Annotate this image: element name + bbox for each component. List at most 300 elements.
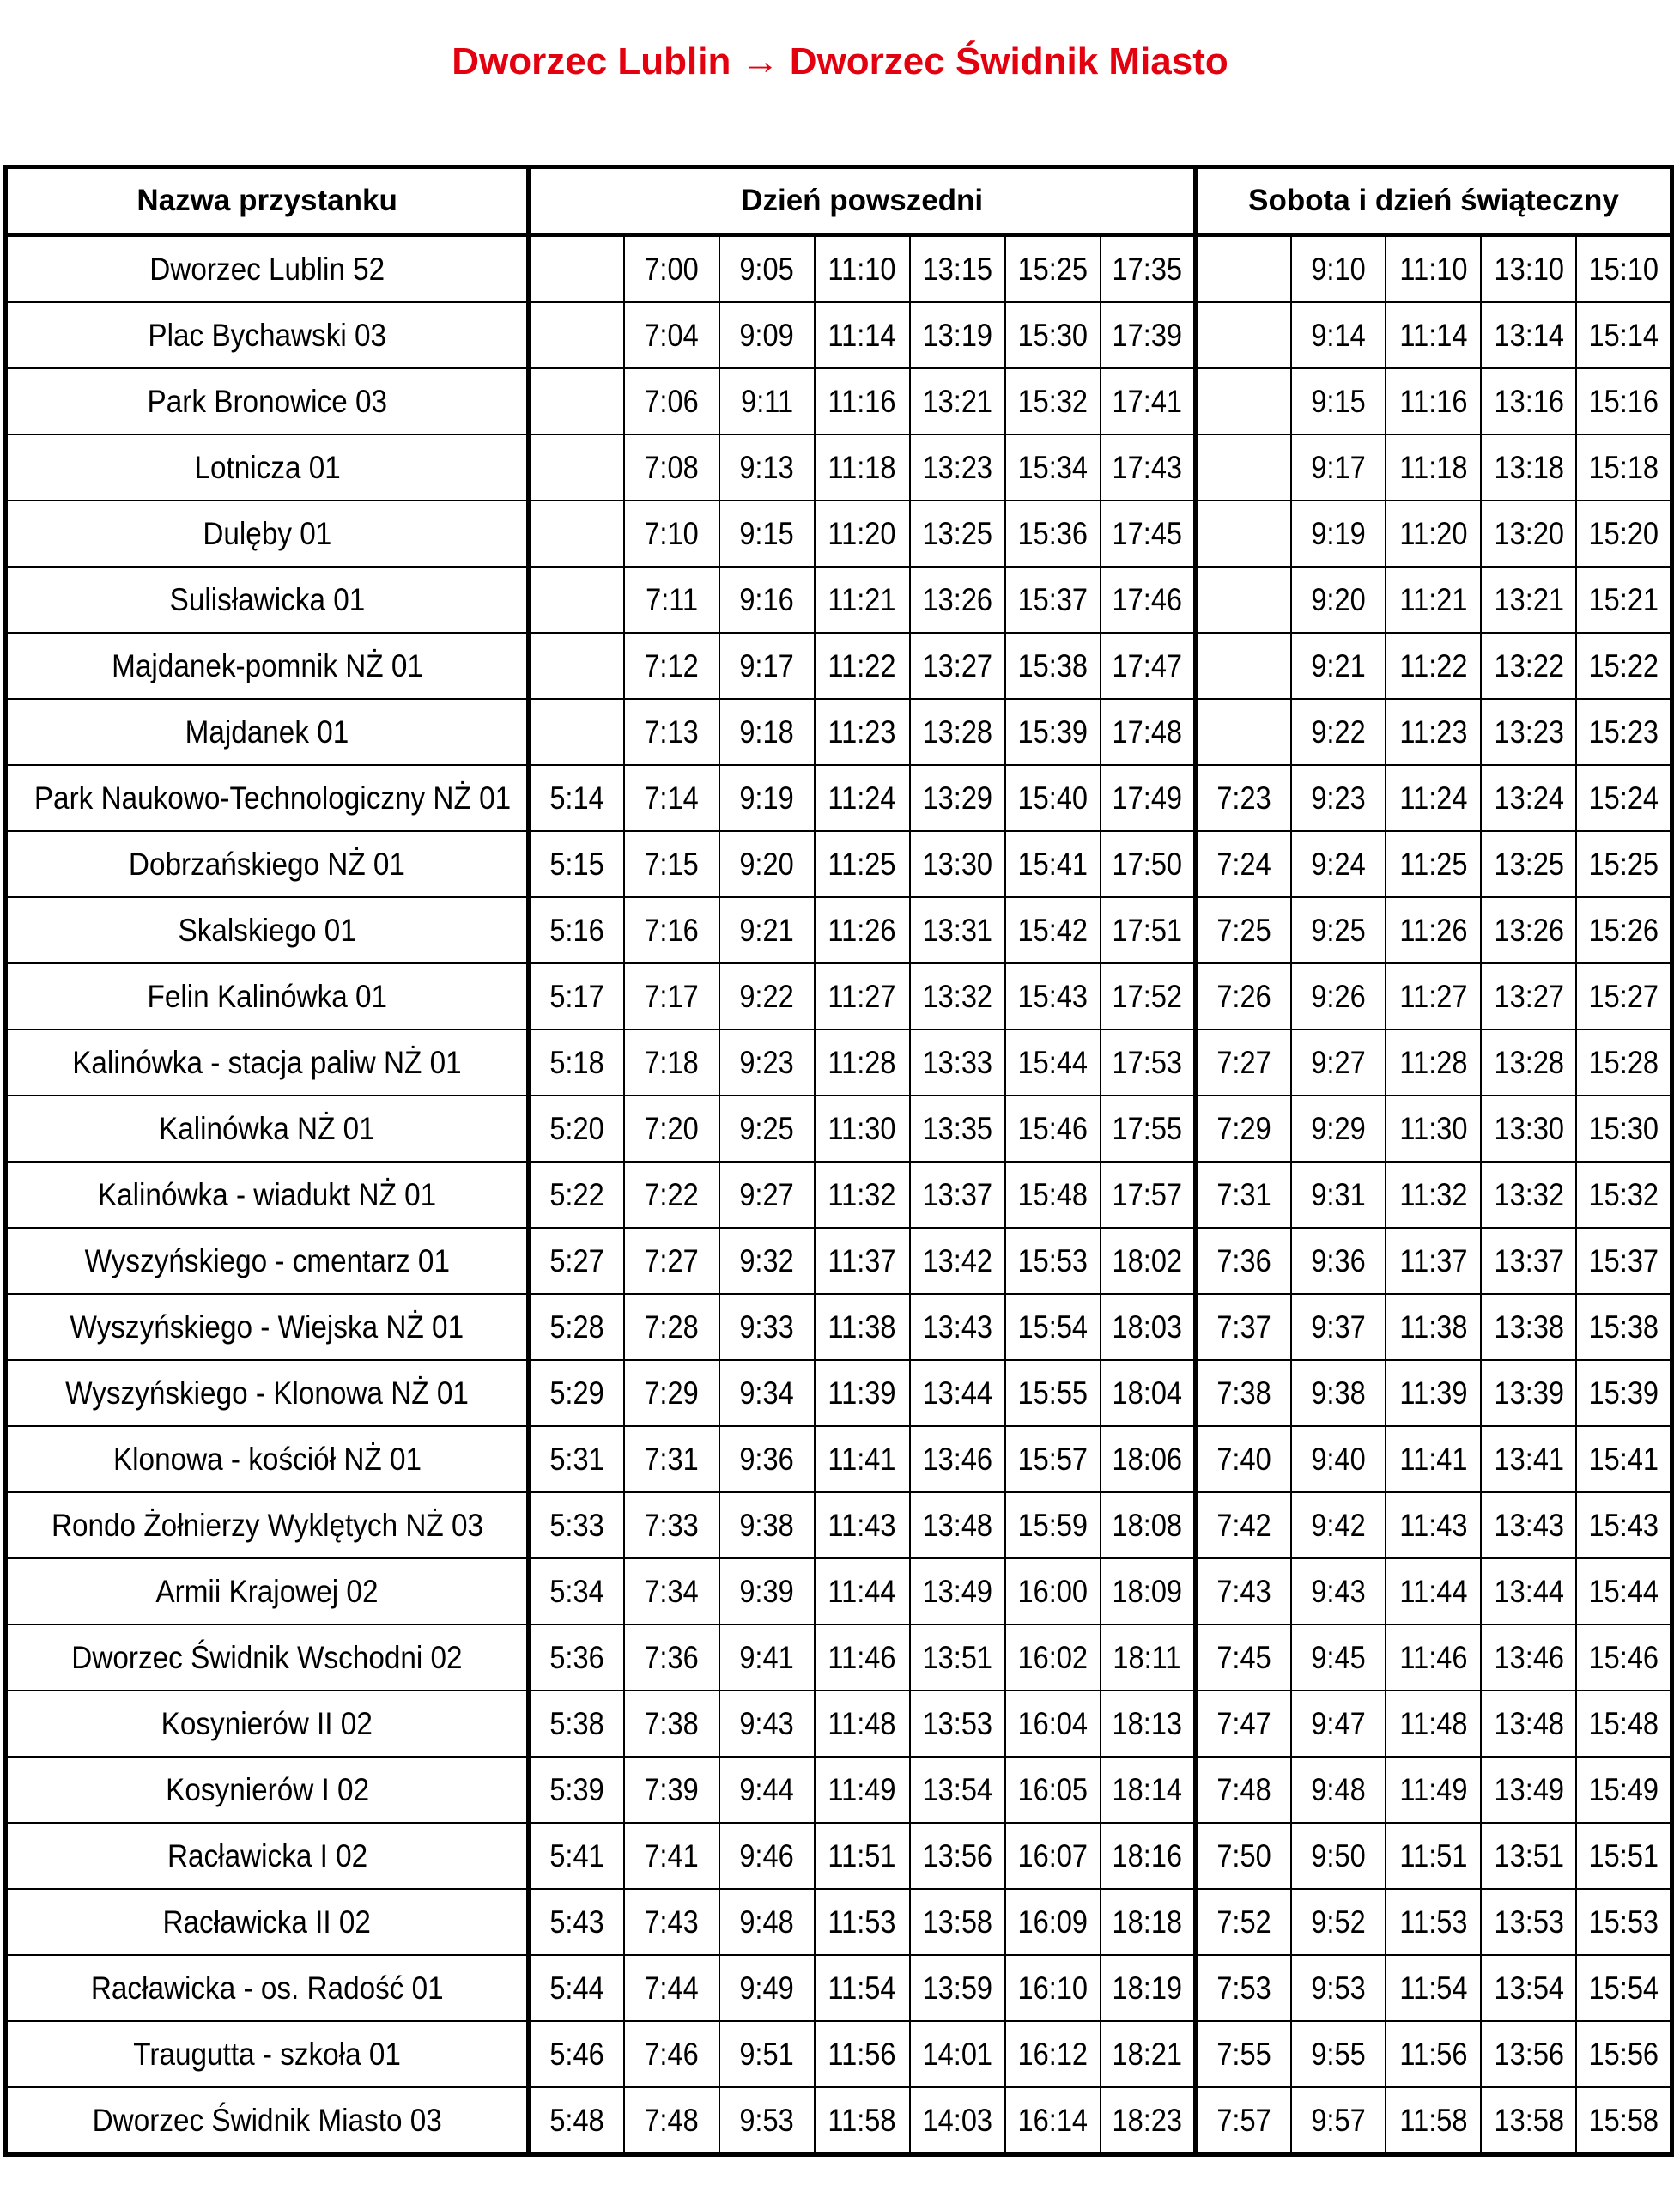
stop-name-cell [6,1955,529,2021]
stop-name: Kalinówka - stacja paliw NŻ 01 [72,1044,462,1080]
weekend-time-cell [1386,699,1481,765]
departure-time: 14:01 [922,2036,992,2072]
departure-time: 13:56 [1494,2036,1564,2072]
departure-time: 15:51 [1588,1837,1659,1873]
departure-time: 13:24 [1494,780,1564,816]
weekend-time-cell [1196,501,1291,567]
departure-time: 15:53 [1017,1242,1088,1278]
departure-time: 11:53 [828,1904,896,1940]
weekend-time-cell [1576,699,1671,765]
weekday-time-cell [529,501,624,567]
departure-time: 7:24 [1216,846,1271,882]
weekend-time-cell [1481,2021,1576,2087]
departure-time: 9:43 [739,1705,794,1741]
weekend-time-cell [1386,2087,1481,2155]
weekend-time-cell [1196,1823,1291,1889]
weekend-time-cell [1576,1757,1671,1823]
weekday-time-cell [1101,1624,1196,1691]
departure-time: 11:28 [1399,1044,1468,1080]
departure-time: 11:25 [1399,846,1468,882]
weekday-time-cell [624,1691,719,1757]
weekend-time-cell [1576,2087,1671,2155]
weekday-time-cell [624,1360,719,1426]
departure-time: 5:22 [549,1176,604,1212]
stop-name-cell [6,1360,529,1426]
departure-time: 17:49 [1112,780,1183,816]
stop-name: Plac Bychawski 03 [148,317,386,353]
departure-time: 13:38 [1494,1308,1564,1345]
departure-time: 5:43 [549,1904,604,1940]
departure-time: 9:43 [1311,1573,1366,1609]
table-row [6,1162,1672,1228]
stop-name-cell [6,2087,529,2155]
weekday-time-cell [1101,633,1196,699]
weekend-time-cell [1481,368,1576,434]
weekend-time-cell [1481,1162,1576,1228]
weekday-time-cell [529,765,624,831]
weekday-time-cell [529,1294,624,1360]
weekday-time-cell [624,368,719,434]
departure-time: 16:02 [1017,1639,1088,1675]
departure-time: 15:58 [1588,2102,1659,2138]
weekend-time-cell [1386,1757,1481,1823]
weekday-time-cell [1005,2021,1101,2087]
weekday-time-cell [719,1691,815,1757]
weekday-time-cell [624,765,719,831]
departure-time: 11:22 [828,647,896,683]
departure-time: 9:05 [739,251,794,287]
table-row [6,235,1672,303]
departure-time: 15:20 [1588,515,1659,551]
departure-time: 16:14 [1017,2102,1088,2138]
departure-time: 7:04 [644,317,699,353]
weekday-time-cell [1101,1757,1196,1823]
departure-time: 13:51 [922,1639,992,1675]
departure-time: 11:46 [828,1639,896,1675]
weekday-time-cell [815,1162,910,1228]
table-row [6,1426,1672,1492]
timetable-body [6,235,1672,2155]
departure-time: 15:39 [1017,713,1088,750]
weekday-time-cell [624,897,719,963]
departure-time: 7:29 [644,1375,699,1411]
weekend-time-cell [1481,699,1576,765]
departure-time: 7:36 [1216,1242,1271,1278]
weekend-time-cell [1481,1228,1576,1294]
weekday-time-cell [910,1228,1005,1294]
weekday-time-cell [1005,1096,1101,1162]
departure-time: 11:49 [1399,1771,1468,1807]
departure-time: 9:37 [1311,1308,1366,1345]
departure-time: 11:48 [1399,1705,1468,1741]
weekday-time-cell [910,2021,1005,2087]
weekday-time-cell [910,302,1005,368]
departure-time: 7:18 [644,1044,699,1080]
departure-time: 9:22 [739,978,794,1014]
departure-time: 11:38 [828,1308,896,1345]
weekday-time-cell [1101,1162,1196,1228]
departure-time: 7:39 [644,1771,699,1807]
weekday-time-cell [1101,1294,1196,1360]
table-row [6,1294,1672,1360]
departure-time: 13:26 [922,581,992,617]
departure-time: 5:20 [549,1110,604,1146]
stop-name: Park Naukowo-Technologiczny NŻ 01 [33,780,512,816]
departure-time: 13:19 [922,317,992,353]
header-stop-name: Nazwa przystanku [6,167,529,235]
departure-time: 15:44 [1588,1573,1659,1609]
departure-time: 17:57 [1112,1176,1183,1212]
stop-name: Armii Krajowej 02 [155,1573,379,1609]
stop-name: Wyszyńskiego - Wiejska NŻ 01 [70,1308,464,1345]
stop-name: Klonowa - kościół NŻ 01 [112,1441,422,1477]
header-weekend: Sobota i dzień świąteczny [1196,167,1672,235]
stop-name: Racławicka - os. Radość 01 [90,1970,444,2006]
weekday-time-cell [1101,897,1196,963]
departure-time: 15:14 [1588,317,1659,353]
weekend-time-cell [1576,2021,1671,2087]
departure-time: 18:19 [1112,1970,1183,2006]
departure-time: 9:09 [739,317,794,353]
stop-name: Lotnicza 01 [193,449,341,485]
weekday-time-cell [719,1294,815,1360]
departure-time: 13:39 [1494,1375,1564,1411]
weekend-time-cell [1196,897,1291,963]
weekday-time-cell [1005,1162,1101,1228]
weekday-time-cell [529,434,624,501]
departure-time: 9:45 [1311,1639,1366,1675]
departure-time: 11:39 [1399,1375,1468,1411]
departure-time: 13:27 [1494,978,1564,1014]
departure-time: 5:16 [549,912,604,948]
weekday-time-cell [910,633,1005,699]
table-row [6,2021,1672,2087]
weekday-time-cell [1101,235,1196,303]
departure-time: 7:43 [1216,1573,1271,1609]
departure-time: 9:36 [739,1441,794,1477]
weekend-time-cell [1291,897,1386,963]
weekday-time-cell [815,1096,910,1162]
weekend-time-cell [1291,1558,1386,1624]
departure-time: 11:54 [1399,1970,1468,2006]
weekday-time-cell [719,235,815,303]
departure-time: 15:46 [1017,1110,1088,1146]
departure-time: 18:16 [1112,1837,1183,1873]
weekday-time-cell [1005,302,1101,368]
departure-time: 11:30 [1399,1110,1468,1146]
weekday-time-cell [1101,1228,1196,1294]
weekday-time-cell [910,1691,1005,1757]
departure-time: 13:32 [1494,1176,1564,1212]
departure-time: 9:40 [1311,1441,1366,1477]
departure-time: 13:23 [1494,713,1564,750]
weekday-time-cell [624,567,719,633]
weekend-time-cell [1576,368,1671,434]
weekday-time-cell [624,235,719,303]
departure-time: 11:32 [1399,1176,1468,1212]
departure-time: 9:33 [739,1308,794,1345]
weekday-time-cell [719,963,815,1029]
departure-time: 11:18 [1399,449,1468,485]
departure-time: 7:06 [644,383,699,419]
weekend-time-cell [1481,2087,1576,2155]
weekday-time-cell [1005,501,1101,567]
departure-time: 11:26 [828,912,896,948]
weekend-time-cell [1291,2021,1386,2087]
weekend-time-cell [1481,963,1576,1029]
stop-name: Majdanek 01 [185,713,349,750]
table-row [6,1757,1672,1823]
weekday-time-cell [1005,1823,1101,1889]
weekend-time-cell [1386,1162,1481,1228]
departure-time: 13:41 [1494,1441,1564,1477]
weekday-time-cell [719,1823,815,1889]
table-row [6,2087,1672,2155]
weekend-time-cell [1386,1691,1481,1757]
weekday-time-cell [1005,1228,1101,1294]
departure-time: 17:41 [1112,383,1183,419]
departure-time: 11:24 [828,780,896,816]
table-row [6,1955,1672,2021]
stop-name-cell [6,1757,529,1823]
departure-time: 7:31 [1216,1176,1271,1212]
departure-time: 15:42 [1017,912,1088,948]
departure-time: 5:14 [549,780,604,816]
weekend-time-cell [1386,235,1481,303]
weekday-time-cell [529,1360,624,1426]
weekday-time-cell [1005,633,1101,699]
table-row [6,434,1672,501]
weekday-time-cell [910,1029,1005,1096]
weekend-time-cell [1576,963,1671,1029]
weekend-time-cell [1386,1029,1481,1096]
departure-time: 7:36 [644,1639,699,1675]
departure-time: 18:02 [1112,1242,1183,1278]
weekend-time-cell [1196,1360,1291,1426]
stop-name: Racławicka II 02 [162,1904,372,1940]
departure-time: 9:18 [739,713,794,750]
departure-time: 7:17 [644,978,699,1014]
weekend-time-cell [1386,501,1481,567]
departure-time: 9:32 [739,1242,794,1278]
weekday-time-cell [529,2021,624,2087]
weekend-time-cell [1481,1823,1576,1889]
departure-time: 5:15 [549,846,604,882]
weekend-time-cell [1196,1029,1291,1096]
departure-time: 7:13 [644,713,699,750]
departure-time: 9:27 [739,1176,794,1212]
departure-time: 13:16 [1494,383,1564,419]
weekday-time-cell [719,2021,815,2087]
stop-name: Felin Kalinówka 01 [147,978,387,1014]
table-row [6,1691,1672,1757]
weekday-time-cell [719,1492,815,1558]
weekend-time-cell [1481,1558,1576,1624]
stop-name-cell [6,302,529,368]
weekend-time-cell [1291,567,1386,633]
weekend-time-cell [1481,434,1576,501]
weekend-time-cell [1576,1624,1671,1691]
stop-name-cell [6,1558,529,1624]
page-title: Dworzec Lublin → Dworzec Świdnik Miasto [452,40,1228,82]
departure-time: 9:55 [1311,2036,1366,2072]
departure-time: 15:49 [1588,1771,1659,1807]
weekend-time-cell [1576,1955,1671,2021]
weekday-time-cell [719,1757,815,1823]
weekday-time-cell [624,831,719,897]
departure-time: 11:58 [828,2102,896,2138]
departure-time: 5:48 [549,2102,604,2138]
weekday-time-cell [529,963,624,1029]
departure-time: 15:59 [1017,1507,1088,1543]
departure-time: 16:04 [1017,1705,1088,1741]
departure-time: 9:39 [739,1573,794,1609]
departure-time: 5:39 [549,1771,604,1807]
weekday-time-cell [719,1162,815,1228]
weekday-time-cell [1101,501,1196,567]
weekday-time-cell [910,1360,1005,1426]
departure-time: 7:33 [644,1507,699,1543]
weekday-time-cell [910,567,1005,633]
departure-time: 15:53 [1588,1904,1659,1940]
weekday-time-cell [815,1558,910,1624]
weekday-time-cell [910,501,1005,567]
weekday-time-cell [529,567,624,633]
departure-time: 9:53 [1311,1970,1366,2006]
departure-time: 5:31 [549,1441,604,1477]
weekday-time-cell [910,1426,1005,1492]
header-weekday: Dzień powszedni [529,167,1196,235]
table-row [6,567,1672,633]
departure-time: 5:28 [549,1308,604,1345]
departure-time: 17:51 [1112,912,1183,948]
weekday-time-cell [1101,368,1196,434]
departure-time: 11:37 [1399,1242,1468,1278]
weekday-time-cell [719,1889,815,1955]
departure-time: 18:18 [1112,1904,1183,1940]
departure-time: 11:43 [828,1507,896,1543]
weekend-time-cell [1386,1624,1481,1691]
weekday-time-cell [1005,897,1101,963]
departure-time: 11:41 [828,1441,896,1477]
departure-time: 15:46 [1588,1639,1659,1675]
departure-time: 7:45 [1216,1639,1271,1675]
weekday-time-cell [815,501,910,567]
departure-time: 7:57 [1216,2102,1271,2138]
weekend-time-cell [1291,1162,1386,1228]
departure-time: 7:50 [1216,1837,1271,1873]
departure-time: 15:54 [1588,1970,1659,2006]
departure-time: 13:44 [922,1375,992,1411]
departure-time: 11:18 [828,449,896,485]
departure-time: 18:03 [1112,1308,1183,1345]
departure-time: 11:44 [828,1573,896,1609]
weekend-time-cell [1576,1162,1671,1228]
weekend-time-cell [1576,1294,1671,1360]
weekday-time-cell [529,368,624,434]
weekday-time-cell [719,1096,815,1162]
departure-time: 13:37 [922,1176,992,1212]
departure-time: 18:13 [1112,1705,1183,1741]
departure-time: 7:42 [1216,1507,1271,1543]
departure-time: 7:41 [644,1837,699,1873]
weekday-time-cell [910,1757,1005,1823]
weekend-time-cell [1196,1624,1291,1691]
departure-time: 11:20 [1399,515,1468,551]
departure-time: 16:00 [1017,1573,1088,1609]
departure-time: 11:16 [1399,383,1468,419]
weekend-time-cell [1291,1624,1386,1691]
weekend-time-cell [1386,831,1481,897]
weekday-time-cell [910,1096,1005,1162]
departure-time: 9:21 [1311,647,1366,683]
weekday-time-cell [1005,1492,1101,1558]
stop-name: Dobrzańskiego NŻ 01 [129,846,406,882]
weekday-time-cell [624,1426,719,1492]
weekday-time-cell [1005,699,1101,765]
weekday-time-cell [1005,1426,1101,1492]
departure-time: 11:37 [828,1242,896,1278]
weekend-time-cell [1386,1492,1481,1558]
table-row [6,765,1672,831]
weekend-time-cell [1481,1955,1576,2021]
weekday-time-cell [624,2021,719,2087]
departure-time: 9:50 [1311,1837,1366,1873]
departure-time: 9:14 [1311,317,1366,353]
weekend-time-cell [1196,2087,1291,2155]
departure-time: 13:54 [1494,1970,1564,2006]
table-row [6,963,1672,1029]
weekend-time-cell [1481,897,1576,963]
departure-time: 13:28 [1494,1044,1564,1080]
departure-time: 15:34 [1017,449,1088,485]
departure-time: 13:23 [922,449,992,485]
weekday-time-cell [910,1889,1005,1955]
weekend-time-cell [1196,1955,1291,2021]
departure-time: 11:21 [1399,581,1468,617]
weekend-time-cell [1291,633,1386,699]
departure-time: 13:51 [1494,1837,1564,1873]
departure-time: 5:38 [549,1705,604,1741]
weekday-time-cell [910,2087,1005,2155]
departure-time: 11:16 [828,383,896,419]
weekday-time-cell [624,1558,719,1624]
departure-time: 13:54 [922,1771,992,1807]
weekday-time-cell [910,1823,1005,1889]
weekend-time-cell [1576,1492,1671,1558]
weekday-time-cell [719,699,815,765]
departure-time: 5:33 [549,1507,604,1543]
departure-time: 11:43 [1399,1507,1468,1543]
weekday-time-cell [1101,963,1196,1029]
departure-time: 13:14 [1494,317,1564,353]
weekday-time-cell [624,1823,719,1889]
weekday-time-cell [529,1558,624,1624]
weekday-time-cell [815,1889,910,1955]
departure-time: 7:29 [1216,1110,1271,1146]
weekend-time-cell [1291,831,1386,897]
departure-time: 9:19 [739,780,794,816]
departure-time: 11:14 [828,317,896,353]
departure-time: 5:41 [549,1837,604,1873]
departure-time: 9:49 [739,1970,794,2006]
weekday-time-cell [529,1492,624,1558]
weekend-time-cell [1386,765,1481,831]
departure-time: 7:27 [644,1242,699,1278]
weekend-time-cell [1196,765,1291,831]
departure-time: 13:56 [922,1837,992,1873]
weekend-time-cell [1196,368,1291,434]
